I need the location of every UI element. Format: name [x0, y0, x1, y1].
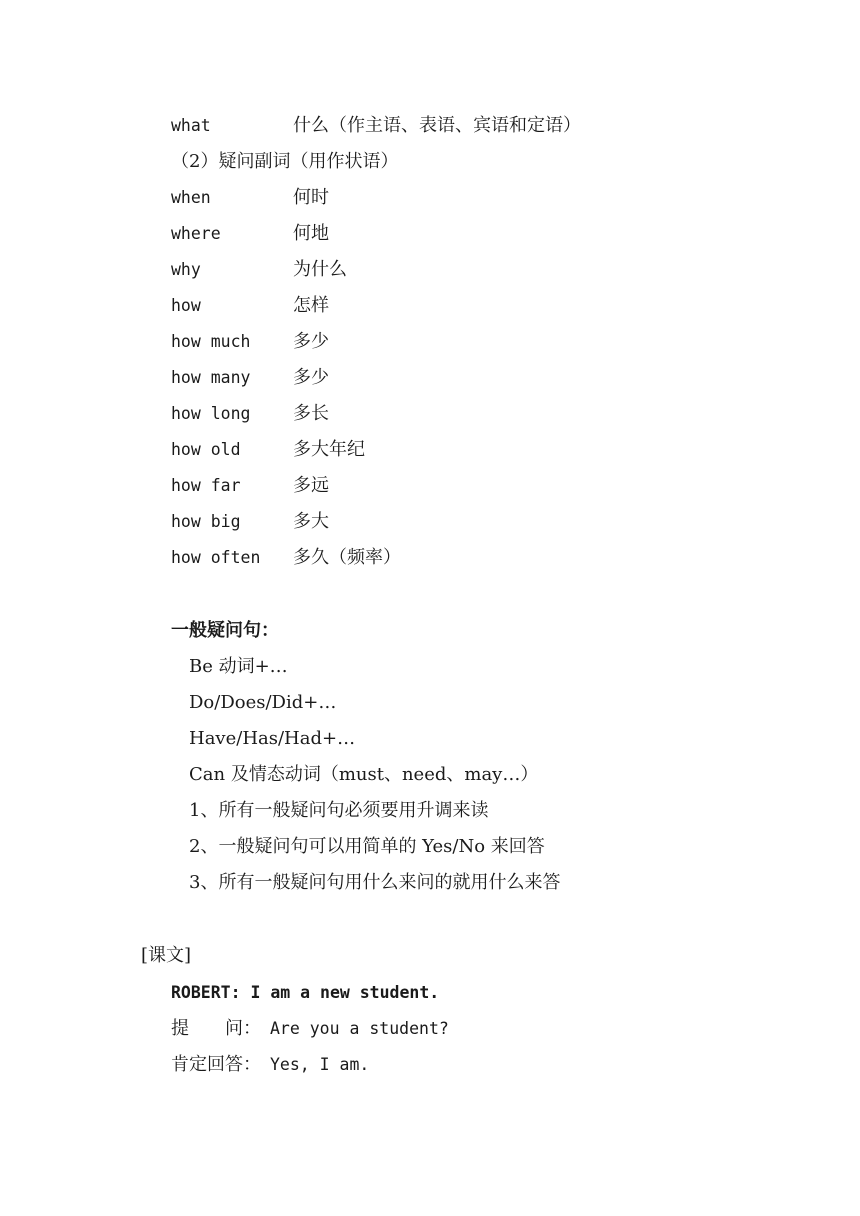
adverb-word: how often: [171, 548, 261, 567]
question-text: Are you a student?: [270, 1019, 449, 1038]
vocab-word: what: [171, 116, 211, 135]
answer-label: 肯定回答：: [171, 1054, 261, 1075]
adverb-word: how long: [171, 404, 251, 423]
adverb-meaning: 多长: [293, 403, 329, 424]
adverb-word: where: [171, 224, 221, 243]
answer-text: Yes, I am.: [270, 1055, 370, 1074]
lesson-sentence: ROBERT: I am a new student.: [171, 983, 440, 1002]
adverb-heading: （2）疑问副词（用作状语）: [171, 151, 399, 172]
general-question-heading: 一般疑问句：: [171, 620, 279, 641]
lesson-heading: [课文]: [141, 945, 192, 966]
general-question-item: Be 动词+…: [189, 656, 288, 677]
general-question-item: Do/Does/Did+…: [189, 692, 337, 713]
adverb-meaning: 怎样: [293, 295, 329, 316]
question-label: 提 问：: [171, 1018, 261, 1039]
adverb-meaning: 多久（频率）: [293, 547, 401, 568]
adverb-word: how much: [171, 332, 251, 351]
adverb-word: how many: [171, 368, 251, 387]
adverb-meaning: 多远: [293, 475, 329, 496]
adverb-meaning: 多少: [293, 367, 329, 388]
general-question-item: 2、一般疑问句可以用简单的 Yes/No 来回答: [189, 836, 545, 857]
adverb-word: why: [171, 260, 201, 279]
adverb-meaning: 何地: [293, 223, 329, 244]
general-question-item: 3、所有一般疑问句用什么来问的就用什么来答: [189, 872, 561, 893]
adverb-word: how old: [171, 440, 241, 459]
general-question-item: Can 及情态动词（must、need、may…）: [189, 764, 539, 785]
adverb-word: how big: [171, 512, 241, 531]
adverb-meaning: 多大年纪: [293, 439, 365, 460]
adverb-meaning: 何时: [293, 187, 329, 208]
adverb-word: how: [171, 296, 201, 315]
general-question-item: 1、所有一般疑问句必须要用升调来读: [189, 800, 489, 821]
adverb-meaning: 多大: [293, 511, 329, 532]
adverb-meaning: 多少: [293, 331, 329, 352]
general-question-item: Have/Has/Had+…: [189, 728, 356, 749]
adverb-word: how far: [171, 476, 241, 495]
adverb-word: when: [171, 188, 211, 207]
adverb-meaning: 为什么: [293, 259, 347, 280]
vocab-meaning: 什么（作主语、表语、宾语和定语）: [293, 115, 581, 136]
